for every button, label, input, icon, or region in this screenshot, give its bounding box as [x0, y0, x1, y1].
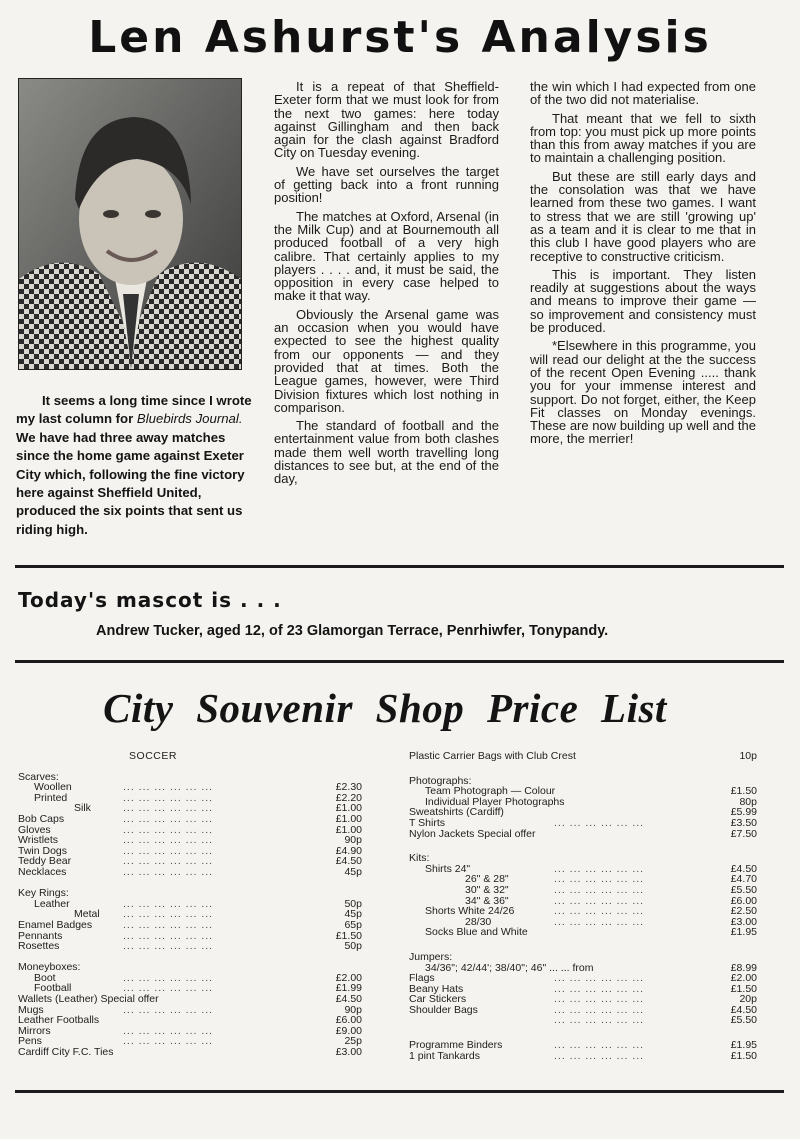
item-price: 90p [344, 834, 362, 847]
item-label: Team Photograph — Colour [425, 785, 556, 798]
item-price: £2.50 [730, 905, 757, 918]
leader-dots: ... ... ... ... ... ... [554, 873, 645, 886]
leader-dots: ... ... ... ... ... ... [123, 855, 214, 868]
leader-dots: ... ... ... ... ... ... [123, 929, 214, 942]
soccer-heading: SOCCER [129, 750, 177, 762]
item-price: £1.50 [730, 1049, 757, 1062]
leader-dots: ... ... ... ... ... ... [123, 1024, 214, 1037]
leader-dots: ... ... ... ... ... ... [554, 816, 645, 829]
item-label: Programme Binders [409, 1039, 503, 1052]
item-label: Bob Caps [18, 812, 65, 825]
item-label: T Shirts [409, 816, 445, 829]
item-label: Football [34, 982, 72, 995]
item-price: £1.50 [730, 785, 757, 798]
item-price: £1.00 [335, 812, 362, 825]
leader-dots: ... ... ... ... ... ... [123, 834, 214, 847]
price-row [409, 927, 757, 938]
item-price: £4.50 [730, 1003, 757, 1016]
item-label: 34/36"; 42/44'; 38/40"; 46" ... ... from [425, 961, 594, 974]
item-label: Car Stickers [409, 993, 467, 1006]
price-list-right [409, 751, 757, 1061]
item-price: £3.50 [730, 816, 757, 829]
item-price: £3.00 [335, 1046, 362, 1059]
leader-dots: ... ... ... ... ... ... [554, 894, 645, 907]
item-label: Gloves [18, 823, 51, 836]
paragraph: This is important. They listen readily at suggestions about the ways and means to improve their game — so improvement and consistency must be produced. [530, 266, 756, 336]
spacer [409, 762, 757, 776]
portrait-photo [18, 78, 242, 370]
item-price: £2.00 [730, 972, 757, 985]
item-label: Teddy Bear [18, 855, 72, 868]
item-price: £7.50 [730, 827, 757, 840]
item-label: 28/30 [465, 915, 492, 928]
leader-dots: ... ... ... ... ... ... [554, 905, 645, 918]
item-price: £5.50 [730, 883, 757, 896]
leader-dots: ... ... ... ... ... ... [554, 1049, 645, 1062]
item-label: Scarves: [18, 770, 59, 783]
leader-dots: ... ... ... ... ... ... [123, 791, 214, 804]
item-label: Photographs: [409, 774, 472, 787]
paragraph: The matches at Oxford, Arsenal (in the Milk Cup) and at Bournemouth all produced football of a very high calibre. That certainly applies to my players . . . . and, it must be said, the opposition in every case helped to make it that way. [274, 208, 499, 304]
leader-dots: ... ... ... ... ... ... [123, 844, 214, 857]
price-rows-left [18, 772, 362, 1058]
item-price: 45p [344, 865, 362, 878]
item-label: 30" & 32" [465, 883, 509, 896]
leader-dots: ... ... ... ... ... ... [554, 1039, 645, 1052]
price-row [409, 1051, 757, 1062]
item-label: Rosettes [18, 940, 60, 953]
mascot-heading: Today's mascot is . . . [18, 588, 282, 612]
price-row [409, 885, 757, 896]
item-label: Plastic Carrier Bags with Club Crest [409, 750, 576, 762]
intro-text-1: It seems a long time since I wrote my last column for [16, 393, 252, 427]
price-row [409, 1015, 757, 1026]
item-label: Leather [34, 897, 70, 910]
leader-dots: ... ... ... ... ... ... [123, 865, 214, 878]
leader-dots: ... ... ... ... ... ... [554, 1014, 645, 1027]
item-label: Socks Blue and White [425, 926, 528, 939]
item-price: £4.90 [335, 844, 362, 857]
item-label: Jumpers: [409, 950, 453, 963]
item-price: £9.00 [335, 1024, 362, 1037]
leader-dots: ... ... ... ... ... ... [123, 940, 214, 953]
spacer [409, 1026, 757, 1040]
price-row [18, 814, 362, 825]
divider [15, 1090, 784, 1093]
leader-dots: ... ... ... ... ... ... [123, 897, 214, 910]
item-label: Leather Footballs [18, 1014, 100, 1027]
item-label: Mirrors [18, 1024, 51, 1037]
spacer [409, 938, 757, 952]
item-price: £6.00 [730, 894, 757, 907]
item-price: £8.99 [730, 961, 757, 974]
journal-name: Bluebirds Journal. [136, 411, 243, 427]
item-price: 90p [344, 1003, 362, 1016]
item-label: 34" & 36" [465, 894, 509, 907]
spacer [409, 839, 757, 853]
intro-text-2: We have had three away matches since the home game against Exeter City which, following the fine victory here against Sheffield United, produced the six points that sent us riding high. [16, 429, 245, 537]
item-label: Pennants [18, 929, 63, 942]
item-label: Woollen [34, 781, 72, 794]
divider [15, 565, 784, 568]
paragraph: Obviously the Arsenal game was an occasion when you would have expected to see the highest quality from our opponents — and they provided that at times. Both the League games, however, were Third Division fixtures which lost nothing in comparison. [274, 306, 499, 415]
price-row [409, 829, 757, 840]
price-list-left [18, 751, 362, 1058]
item-label: Individual Player Photographs [425, 795, 565, 808]
item-label: Printed [34, 791, 68, 804]
item-price: £1.95 [730, 1039, 757, 1052]
item-price: £1.50 [335, 929, 362, 942]
item-label: Boot [34, 971, 56, 984]
paragraph: The standard of football and the entertainment value from both clashes made them well worth travelling long distances to see but, at the end of the day, [274, 418, 499, 487]
portrait-image [19, 79, 241, 369]
article-column-2 [530, 80, 756, 451]
page-headline: Len Ashurst's Analysis [88, 12, 712, 63]
leader-dots: ... ... ... ... ... ... [554, 982, 645, 995]
item-label: Twin Dogs [18, 844, 68, 857]
intro-paragraph [16, 392, 252, 539]
item-price: £4.70 [730, 873, 757, 886]
paragraph: But these are still early days and the consolation was that we have learned from these two games. I want to stress that we are still 'growing up' as a team and it is clear to me that in this club I have good players who are receptive to constructive criticism. [530, 168, 756, 264]
item-label: Key Rings: [18, 887, 69, 900]
paragraph: the win which I had expected from one of the two did not materialise. [530, 79, 756, 108]
paragraph: We have set ourselves the target of getting back into a front running position! [274, 163, 499, 206]
item-label: Shorts White 24/26 [425, 905, 515, 918]
item-label: Sweatshirts (Cardiff) [409, 806, 504, 819]
item-price: 25p [344, 1035, 362, 1048]
item-price: £1.50 [730, 982, 757, 995]
item-label: Wristlets [18, 834, 59, 847]
price-row [18, 941, 362, 952]
item-price: £2.30 [335, 781, 362, 794]
item-label: Shoulder Bags [409, 1003, 478, 1016]
leader-dots: ... ... ... ... ... ... [554, 915, 645, 928]
item-label: Metal [74, 908, 100, 921]
item-price: £5.50 [730, 1014, 757, 1027]
item-label: Cardiff City F.C. Ties [18, 1046, 114, 1059]
article-column-1 [274, 80, 499, 491]
leader-dots: ... ... ... ... ... ... [554, 862, 645, 875]
item-label: Enamel Badges [18, 918, 93, 931]
item-price: 50p [344, 897, 362, 910]
item-price: £4.50 [335, 993, 362, 1006]
item-price: £4.50 [335, 855, 362, 868]
leader-dots: ... ... ... ... ... ... [123, 971, 214, 984]
price-row [18, 1047, 362, 1058]
item-label: 1 pint Tankards [409, 1049, 481, 1062]
item-label: Moneyboxes: [18, 961, 81, 974]
leader-dots: ... ... ... ... ... ... [123, 781, 214, 794]
item-label: Necklaces [18, 865, 67, 878]
leader-dots: ... ... ... ... ... ... [123, 1003, 214, 1016]
item-label: Pens [18, 1035, 42, 1048]
item-label: Mugs [18, 1003, 44, 1016]
item-price: 65p [344, 918, 362, 931]
item-label: Silk [74, 802, 91, 815]
price-row [409, 952, 757, 963]
item-price: 20p [739, 993, 757, 1006]
leader-dots: ... ... ... ... ... ... [554, 993, 645, 1006]
item-label: Shirts 24" [425, 862, 471, 875]
leader-dots: ... ... ... ... ... ... [123, 1035, 214, 1048]
item-label: 26" & 28" [465, 873, 509, 886]
price-rows-right [409, 751, 757, 1061]
mascot-name: Andrew Tucker, aged 12, of 23 Glamorgan Terrace, Penrhiwfer, Tonypandy. [96, 623, 609, 639]
item-label: Kits: [409, 852, 430, 865]
price-row [18, 867, 362, 878]
item-price: £1.00 [335, 823, 362, 836]
paragraph: It is a repeat of that Sheffield-Exeter form that we must look for from the next two games: here today against Gillingham and then back again for the clash against Bradford City on Tuesday evening. [274, 79, 499, 161]
item-price: £1.95 [730, 926, 757, 939]
leader-dots: ... ... ... ... ... ... [554, 1003, 645, 1016]
item-price: £6.00 [335, 1014, 362, 1027]
item-price: 10p [739, 750, 757, 762]
price-row [409, 751, 757, 762]
leader-dots: ... ... ... ... ... ... [123, 982, 214, 995]
leader-dots: ... ... ... ... ... ... [123, 802, 214, 815]
item-price: 50p [344, 940, 362, 953]
leader-dots: ... ... ... ... ... ... [123, 918, 214, 931]
paragraph: That meant that we fell to sixth from top: you must pick up more points than this from away matches if you are to maintain a challenging position. [530, 110, 756, 166]
item-label: Beany Hats [409, 982, 464, 995]
item-price: 80p [739, 795, 757, 808]
paragraph: *Elsewhere in this programme, you will read our delight at the the success of the recent Open Evening ..... thank you for your immense interest and support. Do not forget, either, the Keep Fit classes on Monday evenings. These are now building up well and the more, the merrier! [530, 338, 756, 447]
item-price: £5.99 [730, 806, 757, 819]
item-price: 45p [344, 908, 362, 921]
divider [15, 660, 784, 663]
item-price: £2.20 [335, 791, 362, 804]
shop-title: City Souvenir Shop Price List [103, 685, 667, 731]
item-label: Nylon Jackets Special offer [409, 827, 536, 840]
item-price: £3.00 [730, 915, 757, 928]
item-price: £1.00 [335, 802, 362, 815]
leader-dots: ... ... ... ... ... ... [554, 883, 645, 896]
item-label: Flags [409, 972, 435, 985]
leader-dots: ... ... ... ... ... ... [554, 972, 645, 985]
item-price: £1.99 [335, 982, 362, 995]
leader-dots: ... ... ... ... ... ... [123, 823, 214, 836]
leader-dots: ... ... ... ... ... ... [123, 812, 214, 825]
item-label: Wallets (Leather) Special offer [18, 993, 159, 1006]
price-row [409, 818, 757, 829]
price-row [18, 920, 362, 931]
leader-dots: ... ... ... ... ... ... [123, 908, 214, 921]
item-price: £4.50 [730, 862, 757, 875]
item-price: £2.00 [335, 971, 362, 984]
spacer [18, 878, 362, 889]
